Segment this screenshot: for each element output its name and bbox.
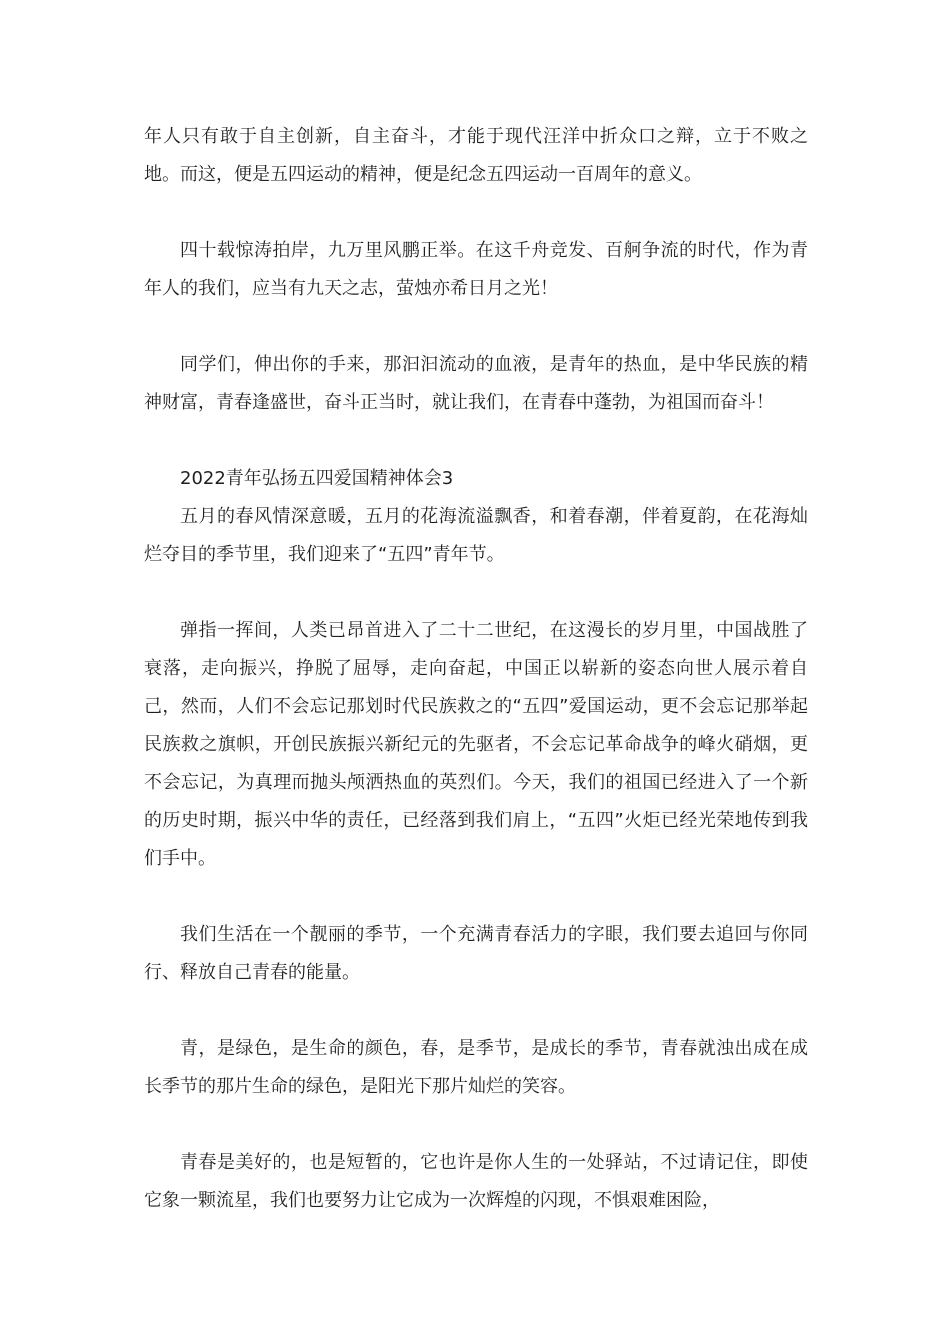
paragraph-spacer [144, 1106, 808, 1144]
paragraph-sihai: 四十载惊涛拍岸，九万里风鹏正举。在这千舟竞发、百舸争流的时代，作为青年人的我们，应当有九天之志，萤烛亦希日月之光！ [144, 240, 808, 299]
paragraph-spacer [144, 878, 808, 916]
paragraph-spacer [144, 422, 808, 460]
document-body [144, 118, 808, 1220]
paragraph-tanzhi: 弹指一挥间，人类已昂首进入了二十二世纪，在这漫长的岁月里，中国战胜了衰落，走向振兴，挣脱了屈辱，走向奋起，中国正以崭新的姿态向世人展示着自己，然而，人们不会忘记那划时代民族救之的“五四”爱国运动，更不会忘记那举起民族救之旗帜，开创民族振兴新纪元的先驱者，不会忘记革命战争的峰火硝烟，更不会忘记，为真理而抛头颅洒热血的英烈们。今天，我们的祖国已经进入了一个新的历史时期，振兴中华的责任，已经落到我们肩上，“五四”火炬已经光荣地传到我们手中。 [144, 620, 808, 869]
paragraph-spacer [144, 574, 808, 612]
paragraph-qingchun: 青春是美好的，也是短暂的，它也许是你人生的一处驿站，不过请记住，即使它象一颗流星，我们也要努力让它成为一次辉煌的闪现，不惧艰难困险， [144, 1152, 808, 1211]
paragraph-spacer [144, 308, 808, 346]
paragraph-wuyue: 五月的春风情深意暖，五月的花海流溢飘香，和着春潮，伴着夏韵，在花海灿烂夺目的季节里，我们迎来了“五四”青年节。 [144, 506, 808, 565]
paragraph-women: 我们生活在一个靓丽的季节，一个充满青春活力的字眼，我们要去追回与你同行、释放自己青春的能量。 [144, 924, 808, 983]
paragraph-continuation: 年人只有敢于自主创新，自主奋斗，才能于现代汪洋中折众口之辩，立于不败之地。而这，便是五四运动的精神，便是纪念五四运动一百周年的意义。 [144, 126, 808, 185]
paragraph-tongxuemen: 同学们，伸出你的手来，那汩汩流动的血液，是青年的热血，是中华民族的精神财富，青春逢盛世，奋斗正当时，就让我们，在青春中蓬勃，为祖国而奋斗！ [144, 354, 808, 413]
paragraph-qing: 青，是绿色，是生命的颜色，春，是季节，是成长的季节，青春就浊出成在成长季节的那片生命的绿色，是阳光下那片灿烂的笑容。 [144, 1038, 808, 1097]
paragraph-spacer [144, 992, 808, 1030]
paragraph-spacer [144, 194, 808, 232]
section-title: 2022青年弘扬五四爱国精神体会3 [180, 468, 454, 489]
